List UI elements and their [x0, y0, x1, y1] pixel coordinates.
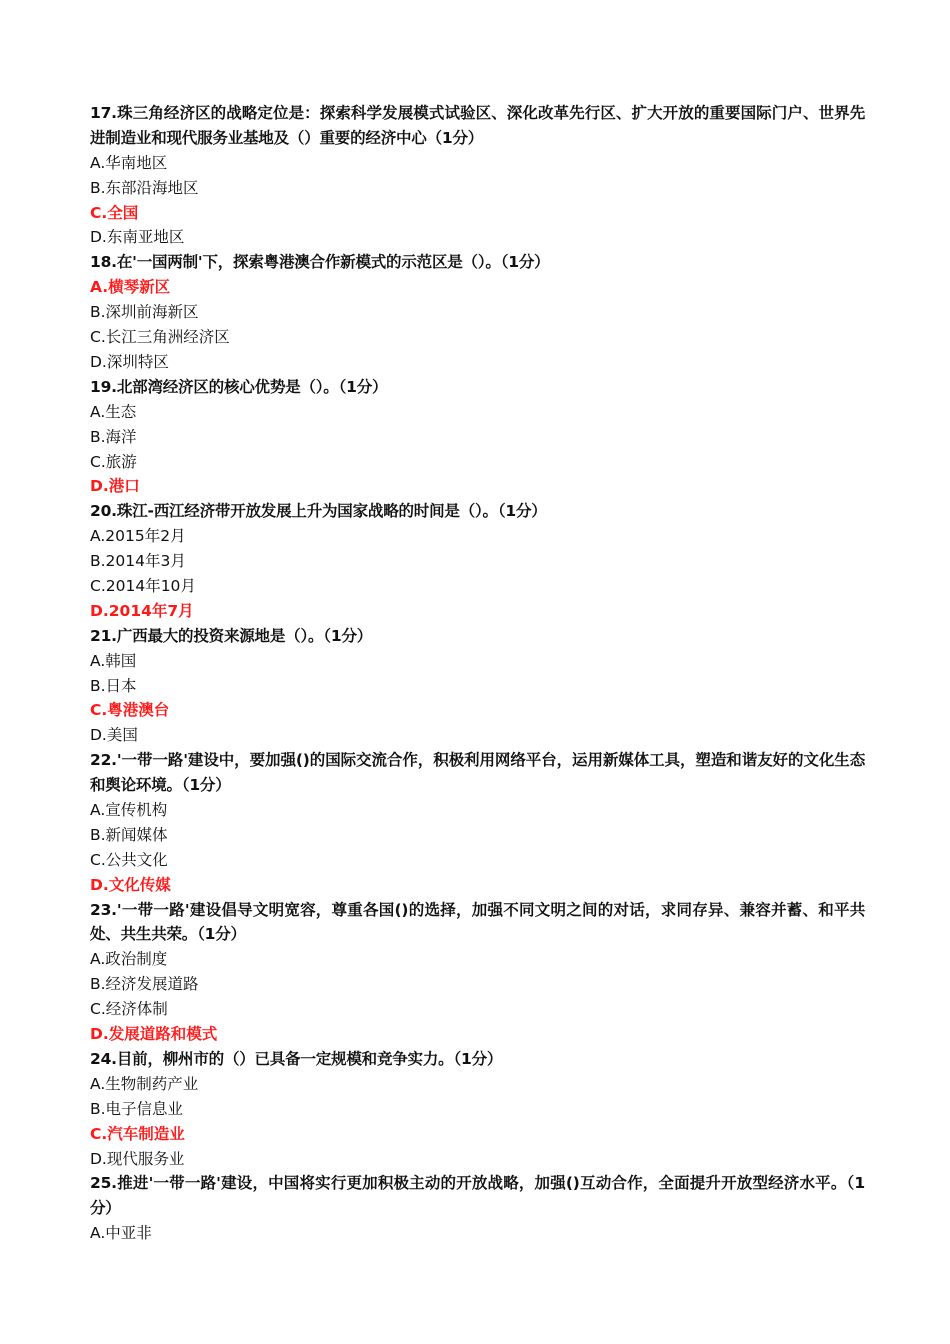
option-a: A.生态 [90, 402, 137, 421]
option-c-correct: C.粤港澳台 [90, 701, 170, 720]
option-d-correct: D.2014年7月 [90, 601, 194, 620]
option-c: C.公共文化 [90, 850, 168, 869]
exam-page [90, 101, 865, 1246]
option-b: B.经济发展道路 [90, 975, 199, 994]
option-a: A.中亚非 [90, 1224, 152, 1243]
option-a: A.韩国 [90, 651, 137, 670]
question-text: 23.'一带一路'建设倡导文明宽容，尊重各国()的选择，加强不同文明之间的对话，求同存异、兼容并蓄、和平共处、共生共荣。（1分） [90, 900, 865, 944]
question-text: 24.目前，柳州市的（）已具备一定规模和竞争实力。（1分） [90, 1049, 503, 1068]
option-d: D.现代服务业 [90, 1149, 185, 1168]
option-b: B.深圳前海新区 [90, 303, 199, 322]
option-b: B.海洋 [90, 427, 137, 446]
question-text: 20.珠江-西江经济带开放发展上升为国家战略的时间是（）。（1分） [90, 502, 547, 521]
question-text: 18.在'一国两制'下，探索粤港澳合作新模式的示范区是（）。（1分） [90, 253, 550, 272]
question-text: 21.广西最大的投资来源地是（）。（1分） [90, 626, 373, 645]
question-text: 22.'一带一路'建设中，要加强()的国际交流合作，积极利用网络平台，运用新媒体工具，塑造和谐友好的文化生态和舆论环境。（1分） [90, 751, 865, 795]
option-c: C.经济体制 [90, 1000, 168, 1019]
option-d-correct: D.发展道路和模式 [90, 1025, 218, 1044]
option-b: B.2014年3月 [90, 552, 186, 571]
option-a: A.华南地区 [90, 153, 168, 172]
option-d: D.深圳特区 [90, 352, 169, 371]
option-c: C.2014年10月 [90, 576, 196, 595]
option-a: A.生物制药产业 [90, 1074, 199, 1093]
option-d: D.东南亚地区 [90, 228, 185, 247]
option-a: A.2015年2月 [90, 527, 186, 546]
option-a-correct: A.横琴新区 [90, 278, 171, 297]
option-b: B.电子信息业 [90, 1099, 184, 1118]
option-a: A.政治制度 [90, 950, 168, 969]
option-c-correct: C.汽车制造业 [90, 1124, 185, 1143]
option-b: B.东部沿海地区 [90, 178, 199, 197]
option-d: D.美国 [90, 726, 138, 745]
option-c: C.旅游 [90, 452, 137, 471]
option-c: C.长江三角洲经济区 [90, 328, 230, 347]
question-text: 25.推进'一带一路'建设，中国将实行更加积极主动的开放战略，加强()互动合作，全面提升开放型经济水平。（1分） [90, 1174, 865, 1218]
question-text: 17.珠三角经济区的战略定位是：探索科学发展模式试验区、深化改革先行区、扩大开放的重要国际门户、世界先进制造业和现代服务业基地及（）重要的经济中心（1分） [90, 104, 865, 147]
option-c-correct: C.全国 [90, 203, 139, 222]
option-b: B.日本 [90, 676, 137, 695]
option-a: A.宣传机构 [90, 801, 168, 819]
option-b: B.新闻媒体 [90, 825, 168, 844]
question-text: 19.北部湾经济区的核心优势是（）。（1分） [90, 377, 388, 396]
option-d-correct: D.文化传媒 [90, 875, 171, 894]
option-d-correct: D.港口 [90, 477, 140, 496]
